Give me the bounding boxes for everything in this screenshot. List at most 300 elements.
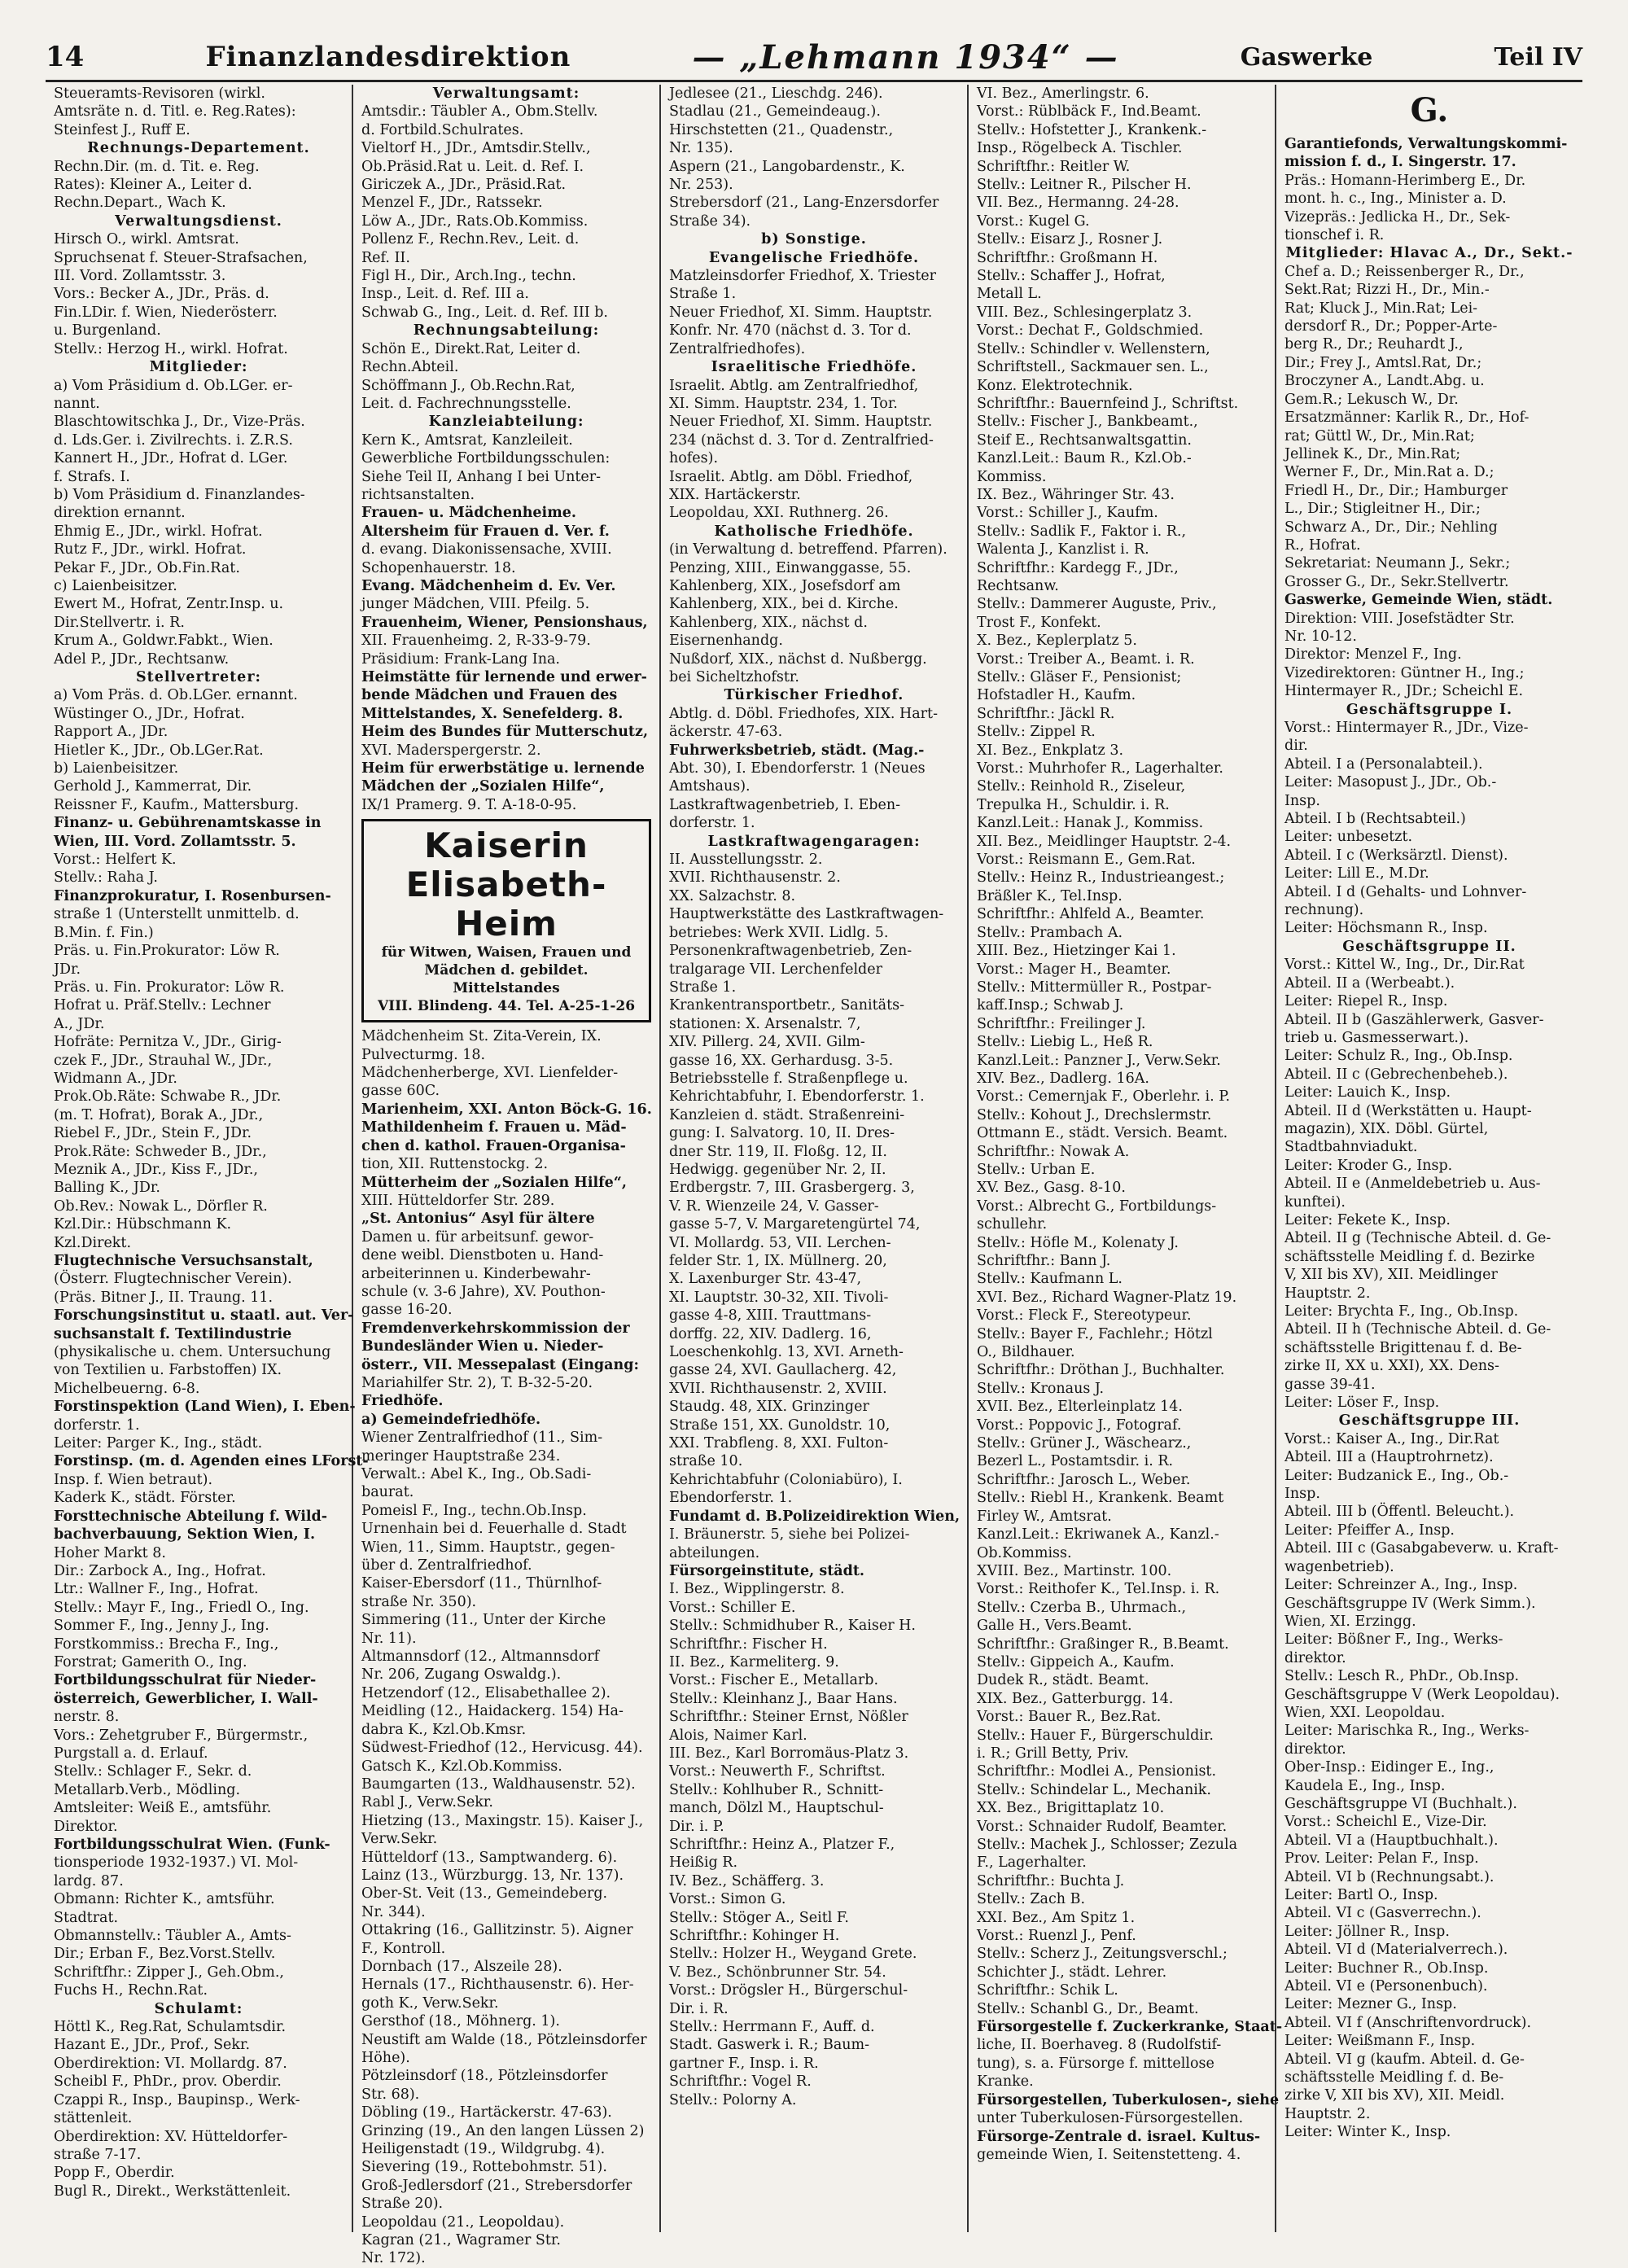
entry-line: d. Fortbild.Schulrates. bbox=[361, 121, 524, 138]
entry-line: Obmannstellv.: Täubler A., Amts- bbox=[54, 1928, 291, 1945]
entry-line: Stellv.: Gläser F., Pensionist; bbox=[977, 669, 1182, 685]
entry-line: Abteil. VI d (Materialverrech.). bbox=[1284, 1942, 1508, 1959]
entry-line: Rutz F., JDr., wirkl. Hofrat. bbox=[54, 541, 247, 558]
entry-line: Metall L. bbox=[977, 286, 1042, 303]
entry-line: Lastkraftwagengaragen: bbox=[707, 833, 921, 850]
entry-line: Forstrat; Gamerith O., Ing. bbox=[54, 1653, 247, 1670]
entry-line: gasse 60C. bbox=[361, 1083, 440, 1100]
entry-line: Stellv.: Bayer F., Fachlehr.; Hötzl bbox=[977, 1325, 1213, 1342]
entry-line: Vorst.: Rüblbäck F., Ind.Beamt. bbox=[977, 103, 1201, 120]
entry-line: Nr. 206, Zugang Oswaldg.). bbox=[361, 1666, 562, 1683]
entry-line: dir. bbox=[1284, 738, 1308, 755]
entry-line: stättenleit. bbox=[54, 2110, 133, 2127]
entry-line: straße 10. bbox=[669, 1453, 743, 1470]
entry-line: Meznik A., JDr., Kiss F., JDr., bbox=[54, 1161, 258, 1178]
entry-line: Schulamt: bbox=[154, 2000, 243, 2017]
entry-line: I. Bräunerstr. 5, siehe bei Polizei- bbox=[669, 1526, 910, 1543]
entry-line: Präsidium: Frank-Lang Ina. bbox=[361, 650, 560, 668]
entry-line: Mitglieder: Hlavac A., Dr., Sekt.- bbox=[1285, 245, 1573, 262]
entry-line: Vorst.: Treiber A., Beamt. i. R. bbox=[977, 650, 1195, 668]
entry-line: Werner F., Dr., Min.Rat a. D.; bbox=[1284, 464, 1495, 481]
entry-line: Vorst.: Albrecht G., Fortbildungs- bbox=[977, 1197, 1217, 1215]
entry-line: Fremdenverkehrskommission der bbox=[361, 1320, 630, 1337]
entry-line: Abteil. I a (Personalabteil.). bbox=[1284, 755, 1483, 773]
entry-line: Hoher Markt 8. bbox=[54, 1544, 166, 1561]
entry-line: II. Bez., Karmeliterg. 9. bbox=[669, 1653, 839, 1670]
entry-line: Kzl.Direkt. bbox=[54, 1234, 132, 1251]
entry-line: Rechn.Dir. (m. d. Tit. e. Reg. bbox=[54, 158, 260, 175]
entry-line: gasse 39-41. bbox=[1284, 1376, 1376, 1393]
entry-line: gasse 4-8, XIII. Trauttmans- bbox=[669, 1307, 872, 1324]
entry-line: Hauptstr. 2. bbox=[1284, 2105, 1371, 2122]
entry-line: L., Dir.; Stigleitner H., Dir.; bbox=[1284, 501, 1481, 518]
entry-line: Fürsorgestellen, Tuberkulosen-, siehe bbox=[977, 2091, 1280, 2108]
entry-line: Rabl J., Verw.Sekr. bbox=[361, 1794, 493, 1811]
entry-line: Fuhrwerksbetrieb, städt. (Mag.- bbox=[669, 742, 925, 759]
entry-line: Abteil. I d (Gehalts- und Lohnver- bbox=[1284, 883, 1527, 900]
entry-line: Direktor. bbox=[54, 1818, 118, 1835]
entry-line: Fuchs H., Rechn.Rat. bbox=[54, 1982, 208, 1999]
entry-line: Jellinek K., Dr., Min.Rat; bbox=[1284, 445, 1461, 462]
entry-line: Stellv.: Hofstetter J., Krankenk.- bbox=[977, 121, 1207, 138]
entry-line: Dir. i. P. bbox=[669, 1818, 724, 1835]
entry-line: Abteil. III c (Gasabgabeverw. u. Kraft- bbox=[1284, 1540, 1559, 1557]
entry-line: Fürsorgeinstitute, städt. bbox=[669, 1562, 865, 1579]
entry-line: Löw A., JDr., Rats.Ob.Kommiss. bbox=[361, 212, 589, 230]
entry-line: Oberdirektion: VI. Mollardg. 87. bbox=[54, 2055, 287, 2072]
entry-line: Lastkraftwagenbetrieb, I. Eben- bbox=[669, 796, 901, 813]
entry-line: Schichter J., städt. Lehrer. bbox=[977, 1964, 1167, 1981]
entry-line: Bugl R., Direkt., Werkstättenleit. bbox=[54, 2183, 291, 2200]
entry-line: Abtlg. d. Döbl. Friedhofes, XIX. Hart- bbox=[669, 705, 938, 722]
entry-line: Bezerl L., Postamtsdir. i. R. bbox=[977, 1453, 1174, 1470]
entry-line: Stellv.: Grüner J., Wäschearz., bbox=[977, 1435, 1192, 1452]
entry-line: Garantiefonds, Verwaltungskommi- bbox=[1284, 136, 1568, 152]
entry-line: Vorst.: Ruenzl J., Penf. bbox=[977, 1928, 1136, 1945]
entry-line: Stellv.: Raha J. bbox=[54, 869, 158, 887]
entry-line: Rechtsanw. bbox=[977, 577, 1059, 594]
entry-line: Stellv.: Schindelar L., Mechanik. bbox=[977, 1781, 1211, 1798]
entry-line: Matzleinsdorfer Friedhof, X. Triester bbox=[669, 268, 937, 285]
entry-line: Vorst.: Cemernjak F., Oberlehr. i. P. bbox=[977, 1088, 1231, 1106]
entry-line: Vorst.: Reithofer K., Tel.Insp. i. R. bbox=[977, 1581, 1220, 1598]
entry-line: Kanzl.Leit.: Panzner J., Verw.Sekr. bbox=[977, 1052, 1221, 1069]
entry-line: Scheibl F., PhDr., prov. Oberdir. bbox=[54, 2073, 282, 2091]
entry-line: wagenbetrieb). bbox=[1284, 1558, 1394, 1575]
entry-line: Vizepräs.: Jedlicka H., Dr., Sek- bbox=[1284, 208, 1511, 225]
entry-line: Oberdirektion: XV. Hütteldorfer- bbox=[54, 2128, 288, 2145]
entry-line: Pekar F., JDr., Ob.Fin.Rat. bbox=[54, 559, 240, 576]
entry-line: betriebes: Werk XVII. Lidlg. 5. bbox=[669, 924, 889, 941]
entry-line: Vorst.: Fleck F., Stereotypeur. bbox=[977, 1307, 1192, 1324]
entry-line: Kanzl.Leit.: Ekriwanek A., Kanzl.- bbox=[977, 1526, 1219, 1543]
entry-line: Finanz- u. Gebührenamtskasse in bbox=[54, 815, 322, 832]
entry-line: äckerstr. 47-63. bbox=[669, 724, 783, 741]
entry-line: VI. Mollardg. 53, VII. Lerchen- bbox=[669, 1234, 891, 1251]
entry-line: Abteil. II d (Werkstätten u. Haupt- bbox=[1284, 1102, 1532, 1119]
column-1 bbox=[46, 85, 369, 2232]
entry-line: XVII. Bez., Elterleinplatz 14. bbox=[977, 1399, 1183, 1416]
entry-line: Katholische Friedhöfe. bbox=[714, 523, 914, 540]
entry-line: Leiter: Bößner F., Ing., Werks- bbox=[1284, 1631, 1503, 1648]
entry-line: Ob.Rev.: Nowak L., Dörfler R. bbox=[54, 1197, 268, 1215]
column-5 bbox=[1276, 85, 1582, 2232]
entry-line: Abteil. II h (Technische Abteil. d. Ge- bbox=[1284, 1321, 1551, 1338]
entry-line: Türkischer Friedhof. bbox=[724, 687, 904, 704]
entry-line: Alois, Naimer Karl. bbox=[669, 1727, 807, 1744]
entry-line: Finanzprokuratur, I. Rosenbursen- bbox=[54, 887, 331, 904]
entry-line: über d. Zentralfriedhof. bbox=[361, 1557, 532, 1574]
entry-line: Schriftfhr.: Fischer H. bbox=[669, 1635, 828, 1653]
entry-line: Popp F., Oberdir. bbox=[54, 2165, 175, 2182]
entry-line: Gewerbliche Fortbildungsschulen: bbox=[361, 450, 610, 467]
entry-line: Widmann A., JDr. bbox=[54, 1070, 177, 1087]
entry-line: Leiter: Mezner G., Insp. bbox=[1284, 1996, 1457, 2013]
entry-line: II. Ausstellungsstr. 2. bbox=[669, 852, 823, 869]
entry-line: Obmann: Richter K., amtsführ. bbox=[54, 1891, 275, 1908]
entry-line: Krankentransportbetr., Sanitäts- bbox=[669, 997, 904, 1014]
entry-line: VIII. Bez., Schlesingerplatz 3. bbox=[977, 304, 1193, 321]
entry-line: Hofräte: Pernitza V., JDr., Girig- bbox=[54, 1034, 282, 1051]
entry-line: Stellv.: Lesch R., PhDr., Ob.Insp. bbox=[1284, 1668, 1520, 1685]
entry-line: Hietler K., JDr., Ob.LGer.Rat. bbox=[54, 742, 264, 759]
entry-line: Verw.Sekr. bbox=[361, 1831, 438, 1848]
entry-line: III. Vord. Zollamtsstr. 3. bbox=[54, 268, 226, 285]
entry-line: b) Sonstige. bbox=[761, 231, 867, 248]
entry-line: XVIII. Bez., Martinstr. 100. bbox=[977, 1562, 1172, 1579]
entry-line: Kanzleiabteilung: bbox=[428, 414, 584, 431]
entry-line: Heim des Bundes für Mutterschutz, bbox=[361, 724, 649, 741]
entry-line: Hietzing (13., Maxingstr. 15). Kaiser J., bbox=[361, 1812, 644, 1829]
entry-line: Leiter: Winter K., Insp. bbox=[1284, 2124, 1451, 2141]
entry-line: Abteil. II g (Technische Abteil. d. Ge- bbox=[1284, 1230, 1551, 1247]
entry-line: VI. Bez., Amerlingstr. 6. bbox=[977, 85, 1149, 102]
entry-line: XVII. Richthausenstr. 2. bbox=[669, 869, 841, 887]
entry-line: Straße 1. bbox=[669, 286, 737, 303]
entry-line: Kahlenberg, XIX., bei d. Kirche. bbox=[669, 596, 899, 613]
entry-line: österr., VII. Messepalast (Eingang: bbox=[361, 1356, 639, 1373]
entry-line: Betriebsstelle f. Straßenpflege u. bbox=[669, 1070, 908, 1087]
entry-line: dorferstr. 1. bbox=[54, 1416, 140, 1434]
entry-line: bende Mädchen und Frauen des bbox=[361, 687, 618, 704]
entry-line: Verwalt.: Abel K., Ing., Ob.Sadi- bbox=[361, 1466, 592, 1482]
entry-line: Hazant E., JDr., Prof., Sekr. bbox=[54, 2037, 251, 2054]
entry-line: Vorst.: Dechat F., Goldschmied. bbox=[977, 322, 1204, 339]
entry-line: Vorst.: Hintermayer R., JDr., Vize- bbox=[1284, 720, 1529, 736]
entry-line: schäftsstelle Meidling f. d. Be- bbox=[1284, 2069, 1504, 2086]
entry-line: Stellv.: Sadlik F., Faktor i. R., bbox=[977, 523, 1187, 540]
entry-line: Evang. Mädchenheim d. Ev. Ver. bbox=[361, 577, 616, 594]
entry-line: Metallarb.Verb., Mödling. bbox=[54, 1781, 241, 1798]
entry-line: felder Str. 1, IX. Müllnerg. 20, bbox=[669, 1253, 887, 1269]
entry-line: d. evang. Diakonissensache, XVIII. bbox=[361, 541, 612, 558]
entry-line: XV. Bez., Gasg. 8-10. bbox=[977, 1180, 1126, 1197]
entry-line: Ob.Präsid.Rat u. Leit. d. Ref. I. bbox=[361, 158, 584, 175]
entry-line: Grinzing (19., An den langen Lüssen 2) bbox=[361, 2122, 645, 2139]
entry-line: meringer Hauptstraße 234. bbox=[361, 1447, 561, 1465]
entry-line: Stellv.: Kleinhanz J., Baar Hans. bbox=[669, 1690, 898, 1707]
entry-line: Ob.Kommiss. bbox=[977, 1544, 1072, 1561]
entry-line: Stellv.: Schmidhuber R., Kaiser H. bbox=[669, 1618, 916, 1635]
entry-line: Stellv.: Herzog H., wirkl. Hofrat. bbox=[54, 340, 288, 357]
entry-line: Abteil. II a (Werbeabt.). bbox=[1284, 974, 1455, 992]
entry-line: straße 1 (Unterstellt unmittelb. d. bbox=[54, 906, 300, 923]
entry-line: gung: I. Salvatorg. 10, II. Dres- bbox=[669, 1125, 895, 1142]
entry-line: Erdbergstr. 7, III. Grasbergerg. 3, bbox=[669, 1180, 915, 1197]
entry-line: XIV. Pillerg. 24, XVII. Gilm- bbox=[669, 1034, 865, 1051]
page-number: 14 bbox=[46, 41, 85, 73]
entry-line: XVI. Maderspergerstr. 2. bbox=[361, 742, 541, 759]
entry-line: d. Lds.Ger. i. Zivilrechts. i. Z.R.S. bbox=[54, 431, 293, 449]
entry-line: Gerhold J., Kammerrat, Dir. bbox=[54, 778, 252, 795]
entry-line: Loeschenkohlg. 13, XVI. Arneth- bbox=[669, 1344, 904, 1361]
entry-line: Abteil. VI a (Hauptbuchhalt.). bbox=[1284, 1832, 1499, 1849]
entry-line: Amtshaus). bbox=[669, 778, 751, 795]
entry-line: Abteil. III b (Öffentl. Beleucht.). bbox=[1284, 1504, 1515, 1521]
entry-line: F., Lagerhalter. bbox=[977, 1854, 1087, 1872]
entry-line: (physikalische u. chem. Untersuchung bbox=[54, 1344, 331, 1361]
entry-line: Schriftfhr.: Kohinger H. bbox=[669, 1928, 840, 1945]
entry-line: straße Nr. 350). bbox=[361, 1593, 477, 1610]
entry-line: Kern K., Amtsrat, Kanzleileit. bbox=[361, 431, 573, 449]
entry-line: Leiter: Pfeiffer A., Insp. bbox=[1284, 1521, 1455, 1539]
entry-line: XIV. Bez., Dadlerg. 16A. bbox=[977, 1070, 1149, 1087]
entry-line: Leiter: Schreinzer A., Ing., Insp. bbox=[1284, 1577, 1518, 1594]
column-4 bbox=[969, 85, 1283, 2232]
entry-line: Meidling (12., Haidackerg. 154) Ha- bbox=[361, 1703, 624, 1720]
entry-line: u. Burgenland. bbox=[54, 322, 161, 339]
entry-line: Neustift am Walde (18., Pötzleinsdorfer bbox=[361, 2031, 647, 2048]
entry-line: dersdorf R., Dr.; Popper-Arte- bbox=[1284, 318, 1498, 335]
entry-line: unter Tuberkulosen-Fürsorgestellen. bbox=[977, 2110, 1244, 2127]
entry-line: (Österr. Flugtechnischer Verein). bbox=[54, 1271, 292, 1288]
entry-line: Gersthof (18., Möhnerg. 1). bbox=[361, 2013, 560, 2030]
entry-line: Rechn.Abteil. bbox=[361, 359, 459, 376]
entry-line: Stellv.: Höfle M., Kolenaty J. bbox=[977, 1234, 1179, 1251]
entry-line: tionsperiode 1932-1937.) VI. Mol- bbox=[54, 1854, 299, 1872]
entry-line: Menzel F., JDr., Ratssekr. bbox=[361, 195, 543, 212]
entry-line: Nr. 10-12. bbox=[1284, 628, 1357, 645]
entry-line: Firley W., Amtsrat. bbox=[977, 1508, 1112, 1525]
entry-line: Vorst.: Kugel G. bbox=[977, 212, 1090, 230]
entry-line: Hedwigg. gegenüber Nr. 2, II. bbox=[669, 1161, 886, 1178]
entry-line: Stellv.: Heinz R., Industrieangest.; bbox=[977, 869, 1225, 887]
entry-line: Vorst.: Fischer E., Metallarb. bbox=[669, 1672, 879, 1689]
entry-line: Strebersdorf (21., Lang-Enzersdorfer bbox=[669, 195, 939, 212]
entry-line: Ober-Insp.: Eidinger E., Ing., bbox=[1284, 1759, 1495, 1776]
entry-line: Vorst.: Schiller E. bbox=[669, 1599, 796, 1616]
entry-line: Abteil. III a (Hauptrohrnetz). bbox=[1284, 1449, 1494, 1466]
entry-line: f. Strafs. I. bbox=[54, 468, 130, 485]
entry-line: IX. Bez., Währinger Str. 43. bbox=[977, 486, 1175, 503]
entry-line: Direktor: Menzel F., Ing. bbox=[1284, 646, 1462, 663]
entry-line: österreich, Gewerblicher, I. Wall- bbox=[54, 1690, 318, 1707]
entry-line: JDr. bbox=[54, 961, 81, 978]
topic-title: Gaswerke bbox=[1240, 42, 1373, 72]
part-label: Teil IV bbox=[1494, 42, 1582, 72]
ad-line-1: für Witwen, Waisen, Frauen und bbox=[381, 944, 632, 961]
entry-line: IX/1 Pramerg. 9. T. A-18-0-95. bbox=[361, 796, 577, 813]
text-columns bbox=[46, 85, 1582, 2267]
entry-line: Vorst.: Schnaider Rudolf, Beamter. bbox=[977, 1818, 1228, 1835]
entry-line: Trepulka H., Schuldir. i. R. bbox=[977, 796, 1170, 813]
entry-line: Schriftfhr.: Bann J. bbox=[977, 1253, 1111, 1269]
entry-line: kaff.Insp.; Schwab J. bbox=[977, 997, 1124, 1014]
entry-line: c) Laienbeisitzer. bbox=[54, 577, 177, 594]
entry-line: Schriftfhr.: Dröthan J., Buchhalter. bbox=[977, 1362, 1225, 1379]
entry-line: liche, II. Boerhaveg. 8 (Rudolfstif- bbox=[977, 2037, 1222, 2054]
entry-line: Leiter: Marischka R., Ing., Werks- bbox=[1284, 1723, 1530, 1740]
entry-line: Stellv.: Polorny A. bbox=[669, 2091, 797, 2108]
entry-line: nerstr. 8. bbox=[54, 1709, 120, 1726]
book-title: — „Lehmann 1934“ — bbox=[692, 37, 1119, 77]
entry-line: Forstinspektion (Land Wien), I. Eben- bbox=[54, 1399, 356, 1416]
entry-line: Leiter: Riepel R., Insp. bbox=[1284, 993, 1448, 1010]
entry-line: Fundamt d. B.Polizeidirektion Wien, bbox=[669, 1508, 961, 1525]
entry-line: Leit. d. Fachrechnungsstelle. bbox=[361, 395, 571, 412]
entry-line: Stellv.: Stöger A., Seitl F. bbox=[669, 1909, 849, 1926]
entry-line: Prok.Räte: Schweder B., JDr., bbox=[54, 1143, 267, 1160]
entry-line: Kehrichtabfuhr, I. Ebendorferstr. 1. bbox=[669, 1088, 925, 1106]
entry-line: Pomeisl F., Ing., techn.Ob.Insp. bbox=[361, 1502, 587, 1519]
entry-line: Reissner F., Kaufm., Mattersburg. bbox=[54, 796, 300, 813]
entry-line: Leiter: Lill E., M.Dr. bbox=[1284, 865, 1429, 882]
entry-line: Stellv.: Kohout J., Drechslermstr. bbox=[977, 1106, 1212, 1123]
entry-line: Steinfest J., Ruff E. bbox=[54, 121, 190, 138]
entry-line: Mädchenheim St. Zita-Verein, IX. bbox=[361, 1028, 602, 1045]
entry-line: R., Hofrat. bbox=[1284, 536, 1361, 554]
entry-line: Rat; Kluck J., Min.Rat; Lei- bbox=[1284, 300, 1478, 317]
entry-line: rechnung). bbox=[1284, 902, 1364, 919]
entry-line: Hütteldorf (13., Samptwanderg. 6). bbox=[361, 1849, 618, 1866]
entry-line: Leiter: Jöllner R., Insp. bbox=[1284, 1923, 1450, 1940]
entry-line: XII. Frauenheimg. 2, R-33-9-79. bbox=[361, 633, 591, 650]
entry-line: Fortbildungsschulrat Wien. (Funk- bbox=[54, 1837, 330, 1853]
entry-line: Jedlesee (21., Lieschdg. 246). bbox=[669, 85, 883, 102]
entry-line: Neuer Friedhof, XI. Simm. Hauptstr. bbox=[669, 414, 933, 431]
entry-line: Stellv.: Holzer H., Weygand Grete. bbox=[669, 1946, 917, 1963]
entry-line: Ehmig E., JDr., wirkl. Hofrat. bbox=[54, 523, 263, 540]
entry-line: schäftsstelle Brigittenau f. d. Be- bbox=[1284, 1339, 1522, 1356]
entry-line: Vorst.: Simon G. bbox=[669, 1891, 786, 1908]
entry-line: Stellv.: Herrmann F., Auff. d. bbox=[669, 2019, 875, 2036]
entry-line: Nußdorf, XIX., nächst d. Nußbergg. bbox=[669, 650, 927, 668]
entry-line: Schriftstell., Sackmauer sen. L., bbox=[977, 359, 1209, 376]
entry-line: Wien, XI. Erzingg. bbox=[1284, 1613, 1416, 1630]
entry-line: Dir.; Frey J., Amtsl.Rat, Dr.; bbox=[1284, 354, 1482, 371]
entry-line: a) Vom Präs. d. Ob.LGer. ernannt. bbox=[54, 687, 298, 704]
entry-line: Geschäftsgruppe I. bbox=[1346, 701, 1513, 718]
entry-line: Schriftfhr.: Graßinger R., B.Beamt. bbox=[977, 1635, 1229, 1653]
entry-line: Höttl K., Reg.Rat, Schulamtsdir. bbox=[54, 2019, 287, 2036]
entry-line: XXI. Trabfleng. 8, XXI. Fulton- bbox=[669, 1435, 889, 1452]
entry-line: Kahlenberg, XIX., nächst d. bbox=[669, 614, 868, 631]
entry-line: Pulvecturmg. 18. bbox=[361, 1046, 486, 1063]
entry-line: Wien, 11., Simm. Hauptstr., gegen- bbox=[361, 1539, 615, 1556]
entry-line: F., Kontroll. bbox=[361, 1940, 446, 1957]
entry-line: Schriftfhr.: Bauernfeind J., Schriftst. bbox=[977, 395, 1239, 412]
entry-line: Vorst.: Mager H., Beamter. bbox=[977, 961, 1171, 978]
entry-line: Stellv.: Machek J., Schlosser; Zezula bbox=[977, 1837, 1238, 1853]
entry-line: Bundesländer Wien u. Nieder- bbox=[361, 1338, 604, 1355]
page-header bbox=[46, 34, 1582, 82]
entry-line: Steif E., Rechtsanwaltsgattin. bbox=[977, 431, 1192, 449]
entry-line: Schopenhauerstr. 18. bbox=[361, 559, 516, 576]
entry-line: Stellv.: Zach B. bbox=[977, 1891, 1086, 1908]
entry-line: Geschäftsgruppe VI (Buchhalt.). bbox=[1284, 1795, 1517, 1812]
entry-line: Kaderk K., städt. Förster. bbox=[54, 1490, 236, 1507]
entry-line: Vorst.: Neuwerth F., Schriftst. bbox=[669, 1763, 886, 1780]
entry-line: Forstinsp. (m. d. Agenden eines LForst- bbox=[54, 1453, 369, 1470]
entry-line: Mädchenherberge, XVI. Lienfelder- bbox=[361, 1065, 619, 1082]
entry-line: Straße 1. bbox=[669, 979, 737, 996]
entry-line: Ref. II. bbox=[361, 249, 410, 266]
entry-line: Amtsleiter: Weiß E., amtsführ. bbox=[54, 1800, 272, 1817]
entry-line: Staudg. 48, XIX. Grinzinger bbox=[669, 1399, 869, 1416]
entry-line: Ottmann E., städt. Versich. Beamt. bbox=[977, 1125, 1228, 1142]
entry-line: mission f. d., I. Singerstr. 17. bbox=[1284, 154, 1516, 171]
entry-line: Kranke. bbox=[977, 2073, 1034, 2091]
entry-line: Siehe Teil II, Anhang I bei Unter- bbox=[361, 468, 602, 485]
entry-line: Baumgarten (13., Waldhausenstr. 52). bbox=[361, 1775, 636, 1793]
entry-line: bei Sicheltzhofstr. bbox=[669, 669, 799, 685]
entry-line: Schriftfhr.: Jäckl R. bbox=[977, 705, 1115, 722]
entry-line: Ewert M., Hofrat, Zentr.Insp. u. bbox=[54, 596, 284, 613]
entry-line: Insp., Leit. d. Ref. III a. bbox=[361, 286, 529, 303]
entry-line: Amtsräte n. d. Titl. e. Reg.Rates): bbox=[54, 103, 296, 120]
entry-line: Ebendorferstr. 1. bbox=[669, 1490, 793, 1507]
entry-line: junger Mädchen, VIII. Pfeilg. 5. bbox=[361, 596, 590, 613]
entry-line: Blaschtowitschka J., Dr., Vize-Präs. bbox=[54, 414, 305, 431]
entry-line: Abteil. VI c (Gasverrechn.). bbox=[1284, 1905, 1481, 1922]
entry-line: Leiter: Kroder G., Insp. bbox=[1284, 1157, 1453, 1174]
entry-line: Mathildenheim f. Frauen u. Mäd- bbox=[361, 1119, 627, 1136]
entry-line: Dudek R., städt. Beamt. bbox=[977, 1672, 1149, 1689]
entry-line: i. R.; Grill Betty, Priv. bbox=[977, 1745, 1129, 1762]
entry-line: Schriftfhr.: Großmann H. bbox=[977, 249, 1158, 266]
entry-line: stationen: X. Arsenalstr. 7, bbox=[669, 1015, 861, 1032]
entry-line: Leopoldau, XXI. Ruthnerg. 26. bbox=[669, 505, 889, 522]
entry-line: straße 7-17. bbox=[54, 2146, 142, 2163]
entry-line: XIII. Hütteldorfer Str. 289. bbox=[361, 1192, 555, 1209]
entry-line: Evangelische Friedhöfe. bbox=[708, 249, 920, 266]
entry-line: Vorst.: Scheichl E., Vize-Dir. bbox=[1284, 1814, 1487, 1831]
ad-line-2: Mädchen d. gebildet. Mittelstandes bbox=[424, 962, 589, 997]
entry-line: Nr. 344). bbox=[361, 1903, 426, 1920]
entry-line: a) Gemeindefriedhöfe. bbox=[361, 1411, 541, 1428]
entry-line: Gem.R.; Lekusch W., Dr. bbox=[1284, 391, 1459, 408]
entry-line: gasse 16-20. bbox=[361, 1302, 453, 1319]
entry-line: Verwaltungsamt: bbox=[432, 85, 580, 102]
entry-line: Altmannsdorf (12., Altmannsdorf bbox=[361, 1648, 600, 1666]
entry-line: Kahlenberg, XIX., Josefsdorf am bbox=[669, 577, 901, 594]
entry-line: Pollenz F., Rechn.Rev., Leit. d. bbox=[361, 231, 580, 248]
entry-line: richtsanstalten. bbox=[361, 486, 475, 503]
entry-line: Adel P., JDr., Rechtsanw. bbox=[54, 650, 230, 668]
entry-line: Abteil. I c (Werksärztl. Dienst). bbox=[1284, 847, 1508, 864]
entry-line: direktion ernannt. bbox=[54, 505, 186, 522]
entry-line: Stadt. Gaswerk i. R.; Baum- bbox=[669, 2037, 870, 2054]
entry-line: Damen u. für arbeitsunf. gewor- bbox=[361, 1228, 594, 1246]
entry-line: Stellv.: Fischer J., Bankbeamt., bbox=[977, 414, 1198, 431]
entry-line: Str. 68). bbox=[361, 2086, 420, 2103]
entry-line: Straße 151, XX. Gunoldstr. 10, bbox=[669, 1416, 891, 1434]
entry-line: Fürsorge-Zentrale d. israel. Kultus- bbox=[977, 2128, 1261, 2145]
entry-line: Kagran (21., Wagramer Str. bbox=[361, 2232, 561, 2249]
entry-line: czek F., JDr., Strauhal W., JDr., bbox=[54, 1052, 273, 1069]
entry-line: Hofrat u. Präf.Stellv.: Lechner bbox=[54, 997, 271, 1014]
advertisement-box bbox=[361, 819, 651, 1022]
